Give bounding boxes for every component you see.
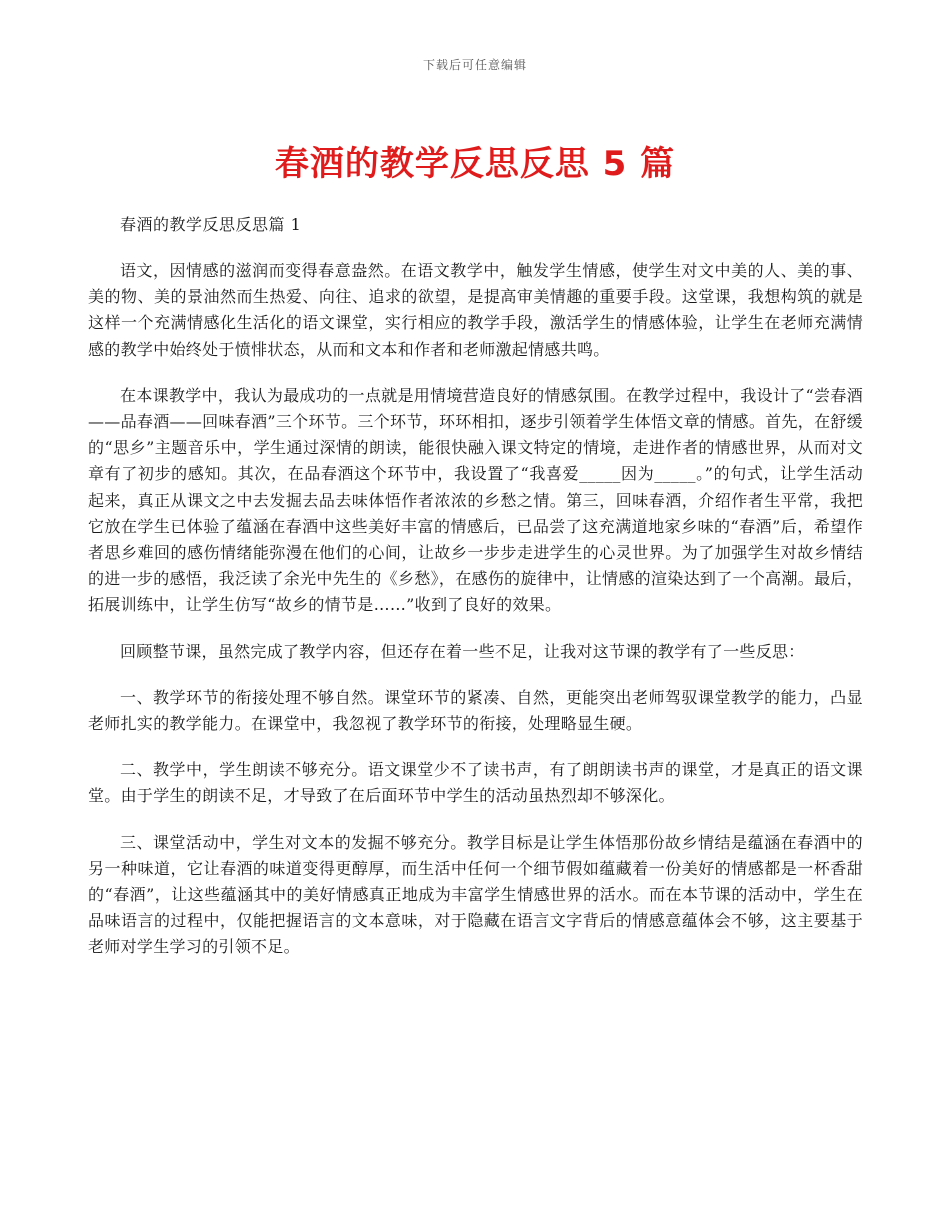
- paragraph-6: 三、课堂活动中，学生对文本的发掘不够充分。教学目标是让学生体悟那份故乡情结是蕴涵在春酒中的另一种味道，它让春酒的味道变得更醇厚，而生活中任何一个细节假如蕴藏着一份美好的情感都是一杯香甜的“春酒”，让这些蕴涵其中的美好情感真正地成为丰富学生情感世界的活水。而在本节课的活动中，学生在品味语言的过程中，仅能把握语言的文本意味，对于隐藏在语言文字背后的情感意蕴体会不够，这主要基于老师对学生学习的引领不足。: [88, 832, 863, 957]
- document-title: 春酒的教学反思反思 5 篇: [274, 144, 676, 184]
- header-note: 下载后可任意编辑: [422, 58, 527, 72]
- paragraph-3: 回顾整节课，虽然完成了教学内容，但还存在着一些不足，让我对这节课的教学有了一些反思：: [120, 641, 805, 661]
- section-title: 春酒的教学反思反思篇 1: [120, 215, 302, 234]
- paragraph-2: 在本课教学中，我认为最成功的一点就是用情境营造良好的情感氛围。在教学过程中，我设计了“尝春酒——品春酒——回味春酒”三个环节。三个环节，环环相扣，逐步引领着学生体悟文章的情感。首先，在舒缓的“思乡”主题音乐中，学生通过深情的朗读，能很快融入课文特定的情境，走进作者的情感世界，从而对文章有了初步的感知。其次，在品春酒这个环节中，我设置了“我喜爱_____因为_____。”的句式，让学生活动起来，真正从课文之中去发掘去品去味体悟作者浓浓的乡愁之情。第三，回味春酒，介绍作者生平常，我把它放在学生已体验了蕴涵在春酒中这些美好丰富的情感后，已品尝了这充满道地家乡味的“春酒”后，希望作者思乡难回的感伤情绪能弥漫在他们的心间，让故乡一步步走进学生的心灵世界。为了加强学生对故乡情结的进一步的感悟，我泛读了余光中先生的《乡愁》，在感伤的旋律中，让情感的渲染达到了一个高潮。最后，拓展训练中，让学生仿写“故乡的情节是……”收到了良好的效果。: [88, 385, 863, 615]
- document-body: [88, 212, 863, 981]
- paragraph-5: 二、教学中，学生朗读不够充分。语文课堂少不了读书声，有了朗朗读书声的课堂，才是真正的语文课堂。由于学生的朗读不足，才导致了在后面环节中学生的活动虽热烈却不够深化。: [88, 760, 863, 806]
- paragraph-1: 语文，因情感的滋润而变得春意盎然。在语文教学中，触发学生情感，使学生对文中美的人、美的事、美的物、美的景油然而生热爱、向往、追求的欲望，是提高审美情趣的重要手段。这堂课，我想构筑的就是这样一个充满情感化生活化的语文课堂，实行相应的教学手段，激活学生的情感体验，让学生在老师充满情感的教学中始终处于愤悱状态，从而和文本和作者和老师激起情感共鸣。: [88, 261, 863, 359]
- paragraph-4: 一、教学环节的衔接处理不够自然。课堂环节的紧凑、自然，更能突出老师驾驭课堂教学的能力，凸显老师扎实的教学能力。在课堂中，我忽视了教学环节的衔接，处理略显生硬。: [88, 687, 863, 734]
